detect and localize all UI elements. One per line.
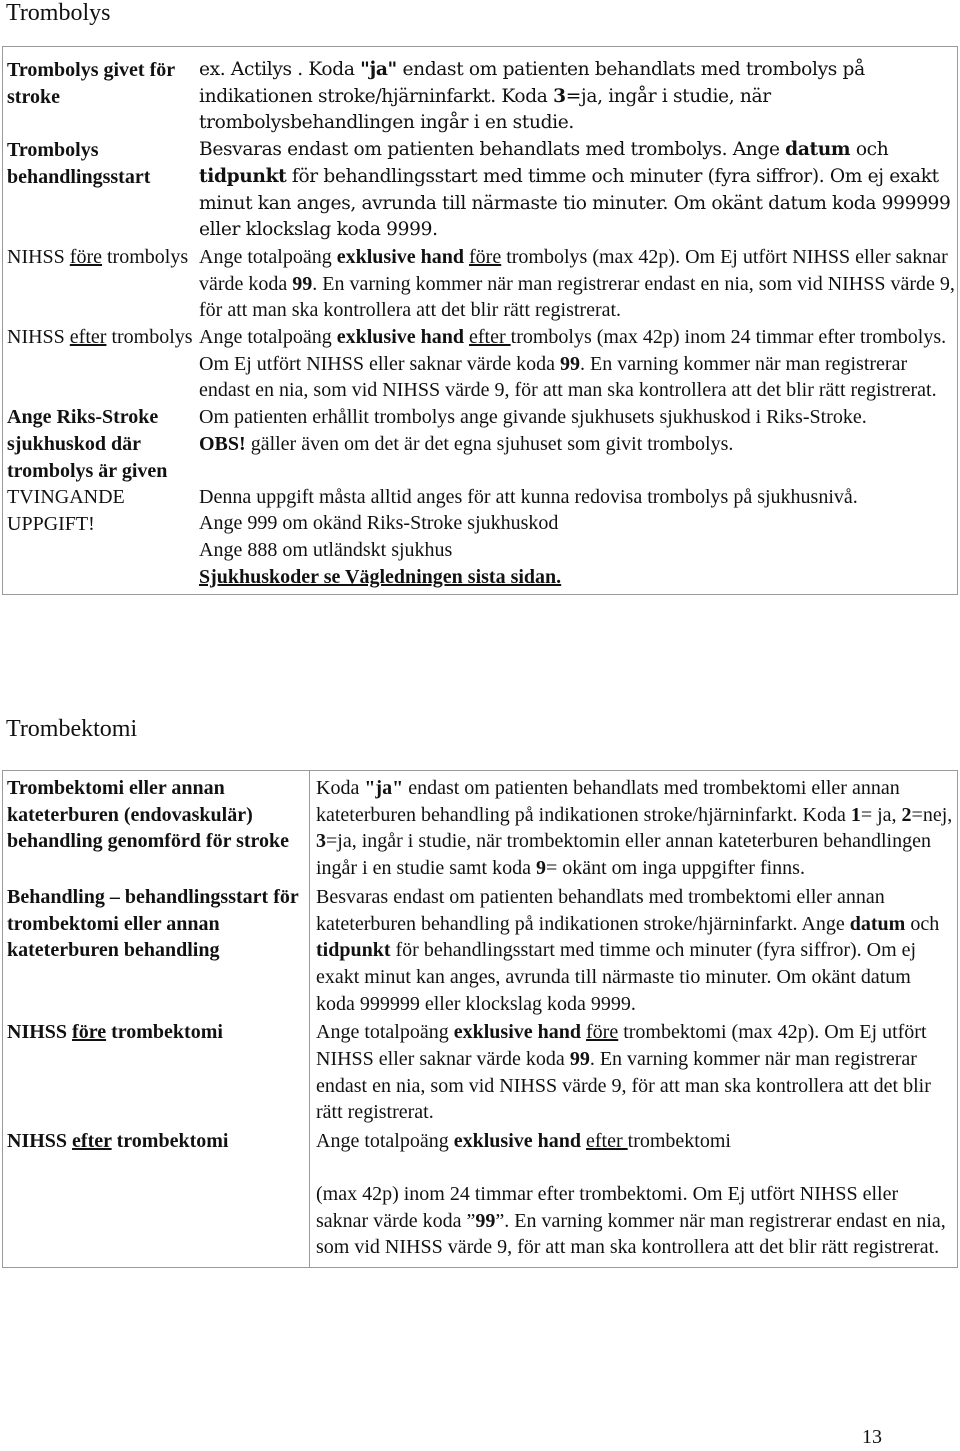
text-run-underlined: efter [469, 326, 511, 349]
text-run: NIHSS [7, 245, 70, 268]
text-run-bold: exklusive hand [336, 326, 465, 349]
text-run-bold: tidpunkt [199, 165, 287, 187]
text-run: trombolys (max 42p). Om Ej utfört NIHSS eller saknar värde koda [199, 245, 948, 295]
text-run: = okänt om inga uppgifter finns. [545, 857, 805, 880]
text-run: Ange Riks-Stroke sjukhuskod där trombolys är given [7, 406, 168, 482]
text-run: trombolys (max 42p) inom 24 timmar efter trombolys. Om Ej utfört NIHSS eller saknar värde koda [199, 326, 947, 375]
table-row [3, 1017, 957, 1126]
text-run: =nej, [911, 803, 953, 826]
row-description [193, 47, 957, 137]
text-run: ex. Actilys . Koda [199, 59, 361, 80]
text-run [199, 431, 957, 458]
row-label [3, 324, 193, 404]
text-run: gäller även om det är det egna sjuhuset som givit trombolys. [245, 432, 734, 455]
row-label [3, 1126, 310, 1267]
text-run: Ange totalpoäng [316, 1130, 454, 1153]
text-run: endast om patienten behandlats med trombolys på indikationen stroke/hjärninfarkt. Koda [199, 59, 865, 107]
text-run: Ange totalpoäng [199, 326, 337, 349]
row-label [3, 404, 193, 594]
text-run: endast om patienten behandlats med trombektomi eller annan kateterburen behandling på indikationen stroke/hjärninfarkt. Koda [316, 777, 900, 826]
text-run: NIHSS [7, 1130, 73, 1153]
text-run: Ange totalpoäng [199, 245, 337, 268]
text-run: trombolys [102, 245, 189, 268]
text-run: Koda [316, 777, 365, 799]
row-label: Behandling – behandlingsstart för trombektomi eller annan kateterburen behandling [3, 882, 310, 1018]
row-description [310, 1017, 957, 1126]
text-run-bold: 3 [316, 830, 326, 853]
row-description [310, 771, 957, 882]
table-row [3, 771, 957, 882]
text-run: . En varning kommer när man registrerar endast en nia, som vid NIHSS värde 9, för att man ska kontrollera att det blir rätt registrerat. [199, 272, 955, 322]
text-run-bold: Sjukhuskoder se Vägledningen sista sidan. [199, 565, 562, 588]
text-run: . En varning kommer när man registrerar endast en nia, som vid NIHSS värde 9, för att man ska kontrollera att det blir rätt registrerat. [316, 1048, 931, 1124]
text-run-bold: datum [849, 912, 906, 935]
text-run: NIHSS [7, 1021, 73, 1044]
table-row [3, 1126, 957, 1267]
table-row [3, 244, 957, 324]
text-run-underlined: efter [69, 326, 107, 349]
text-run-underlined: före [72, 1021, 107, 1044]
text-run: NIHSS [7, 326, 70, 349]
text-run-bold: 3 [553, 85, 566, 107]
text-run: ”. En varning kommer när man registrerar endast en nia, som vid NIHSS värde 9, för att man ska kontrollera att det blir rätt registrerat. [316, 1209, 946, 1259]
text-run: =ja, ingår i studie, när trombektomin eller annan kateterburen behandlingen ingår i en studie samt koda [316, 830, 931, 880]
table-row [3, 47, 957, 137]
table-row [3, 324, 957, 404]
table-row [3, 882, 957, 1018]
text-run-bold: "ja" [360, 59, 397, 80]
row-description [310, 1126, 957, 1267]
text-run: Besvaras endast om patienten behandlats med trombolys. Ange [199, 139, 786, 161]
text-run: . En varning kommer när man registrerar endast en nia, som vid NIHSS värde 9, för att man ska kontrollera att det blir rätt registrerat. [199, 352, 937, 402]
text-run: (max 42p) inom 24 timmar efter trombektomi. Om Ej utfört NIHSS eller saknar värde koda ” [316, 1182, 899, 1232]
text-run: för behandlingsstart med timme och minuter (fyra siffror). Om ej exakt minut kan anges, avrunda till närmaste tio minuter. Om okänt datum koda 999999 eller klockslag koda 9999. [316, 939, 917, 1015]
trombektomi-table [2, 770, 958, 1268]
text-run-bold: "ja" [364, 777, 404, 799]
row-label: Trombektomi eller annan kateterburen (endovaskulär) behandling genomförd för stroke [3, 771, 310, 882]
text-run [316, 1128, 953, 1155]
page-number: 13 [862, 1426, 882, 1448]
text-run-bold: 2 [901, 803, 912, 826]
text-run-bold: datum [785, 139, 851, 161]
text-run: trombolys [106, 326, 193, 349]
text-run-underlined: efter [72, 1130, 112, 1153]
table-row [3, 404, 957, 594]
section-title-trombektomi: Trombektomi [6, 716, 138, 742]
text-run-bold: 99 [569, 1048, 590, 1071]
row-label: Trombolys givet för stroke [7, 59, 175, 108]
text-run: Besvaras endast om patienten behandlats med trombektomi eller annan kateterburen behandling på indikationen stroke/hjärninfarkt. Ange [316, 885, 885, 935]
text-run: Om patienten erhållit trombolys ange givande sjukhusets sjukhuskod i Riks-Stroke. [199, 406, 867, 429]
text-run-bold: 99 [292, 272, 313, 295]
text-run: Ange totalpoäng [316, 1021, 454, 1044]
text-run: Denna uppgift måsta alltid anges för att kunna redovisa trombolys på sjukhusnivå. [199, 485, 858, 508]
text-run: Ange 888 om utländskt sjukhus [199, 538, 453, 561]
text-run-bold: exklusive hand [453, 1130, 582, 1153]
row-description [193, 244, 957, 324]
row-label [3, 244, 193, 324]
row-label [3, 1017, 310, 1126]
text-run: och [850, 139, 889, 161]
spacer [199, 458, 957, 484]
text-run-bold: 9 [535, 857, 546, 880]
text-run-bold: 99 [560, 352, 581, 375]
text-run-bold: exklusive hand [453, 1021, 582, 1044]
text-run: trombektomi [627, 1130, 731, 1153]
row-label: Trombolys behandlingsstart [7, 139, 151, 188]
text-run-bold: 99 [475, 1209, 496, 1232]
text-run: för behandlingsstart med timme och minuter (fyra siffror). Om ej exakt minut kan anges, avrunda till närmaste tio minuter. Om okänt datum koda 999999 eller klockslag koda 9999. [199, 165, 951, 241]
row-description [193, 137, 957, 244]
text-run: trombektomi [106, 1021, 223, 1044]
text-run: trombektomi (max 42p). Om Ej utfört NIHSS eller saknar värde koda [316, 1021, 927, 1071]
row-description [193, 324, 957, 404]
text-run-underlined: före [469, 245, 502, 268]
text-run: TVINGANDE UPPGIFT! [7, 486, 125, 535]
text-run-bold: 1 [850, 803, 861, 826]
text-run: =ja, ingår i studie, när trombolysbehandlingen ingår i en studie. [199, 85, 771, 134]
text-run-underlined: efter [586, 1130, 628, 1153]
section-title-trombolys: Trombolys [6, 0, 111, 26]
text-run-underlined: före [69, 245, 102, 268]
text-run-bold: tidpunkt [316, 939, 391, 962]
text-run [316, 1181, 953, 1261]
text-run-underlined: före [586, 1021, 619, 1044]
trombolys-table [2, 46, 958, 595]
row-description [310, 882, 957, 1018]
text-run-bold: OBS! [199, 432, 246, 455]
text-run: = ja, [860, 803, 902, 826]
row-description [193, 404, 957, 594]
text-run: trombektomi [111, 1130, 229, 1153]
text-run: och [905, 912, 940, 935]
text-run: Ange 999 om okänd Riks-Stroke sjukhuskod [199, 512, 559, 535]
table-row [3, 137, 957, 244]
text-run-bold: exklusive hand [336, 245, 465, 268]
spacer [316, 1155, 953, 1181]
